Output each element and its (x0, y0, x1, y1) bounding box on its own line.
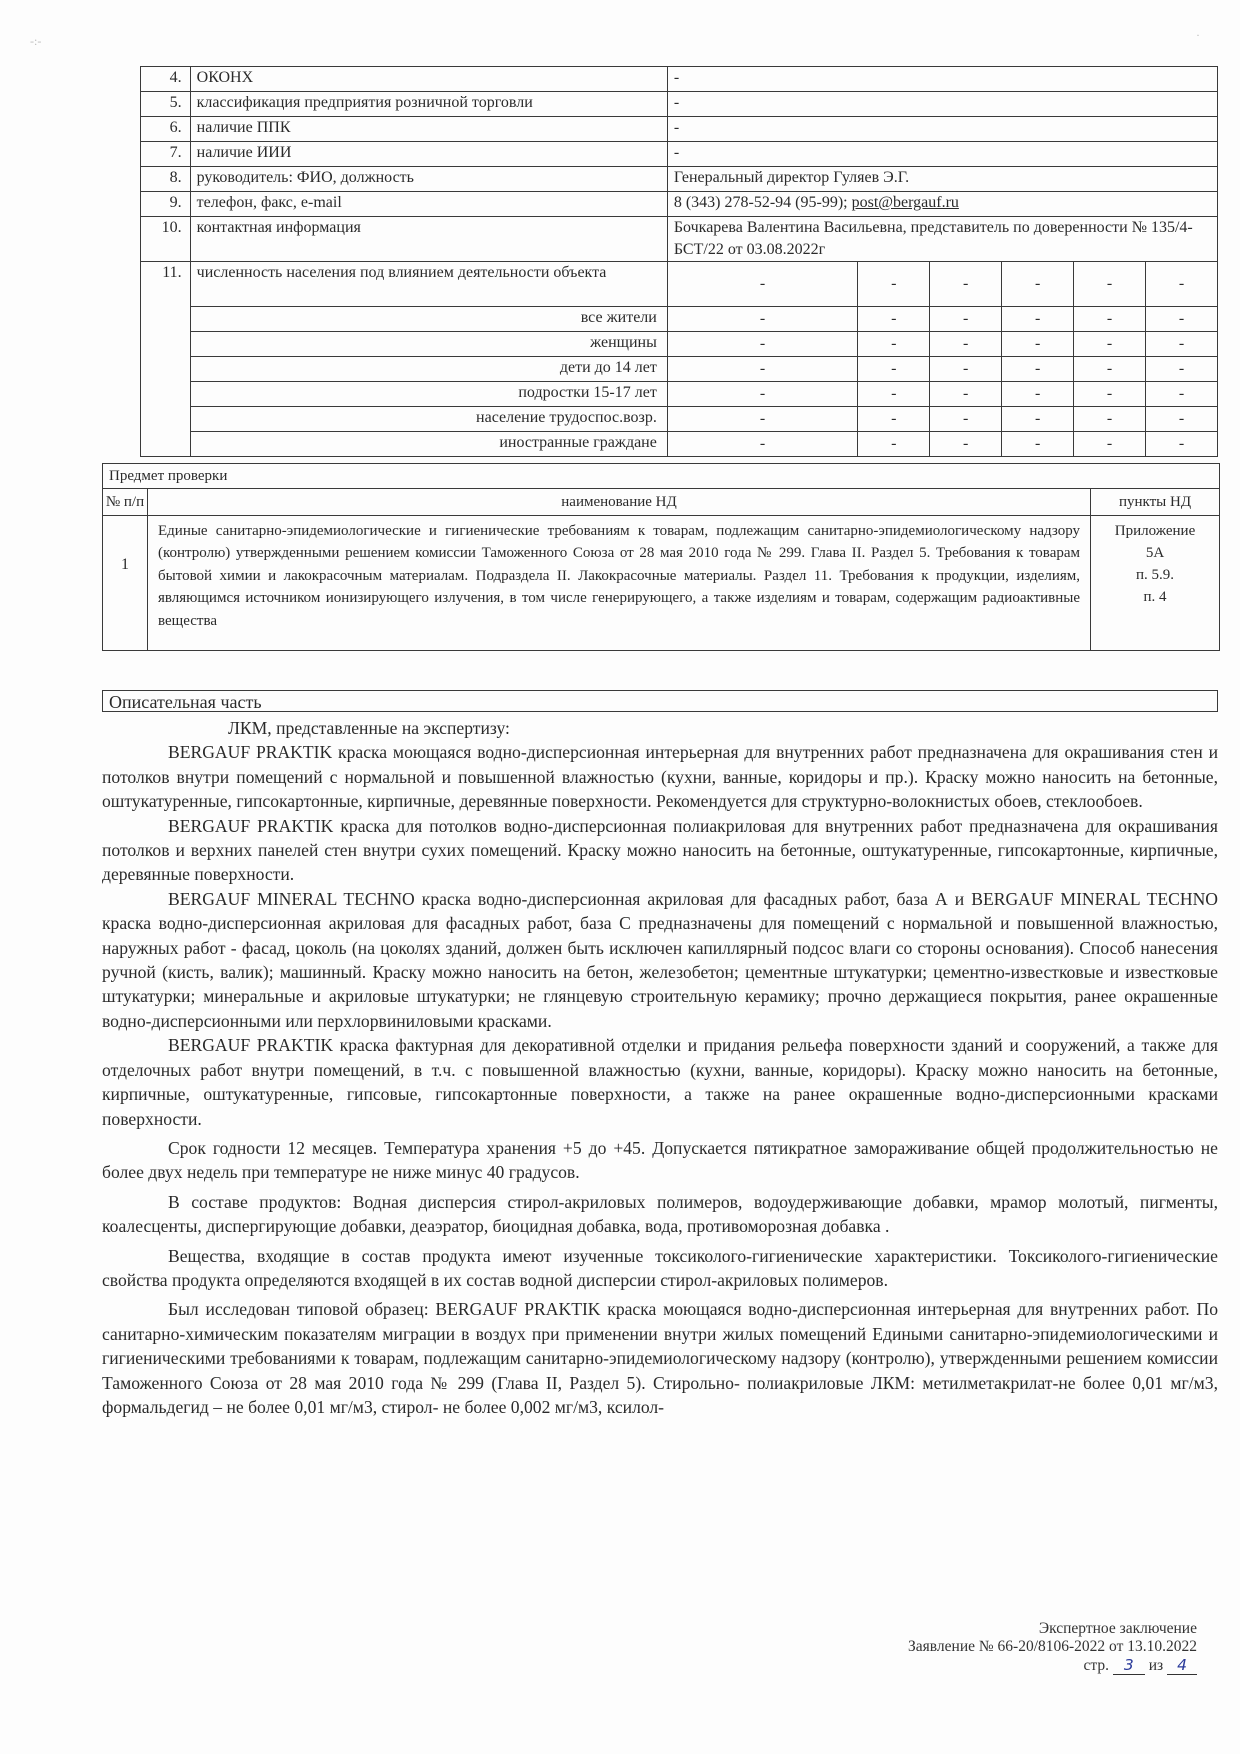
page-prefix: стр. (1083, 1657, 1109, 1674)
cell-value: - (1002, 262, 1074, 307)
cell-value: - (667, 382, 857, 407)
column-header-points: пункты НД (1091, 489, 1220, 516)
cell-value: - (667, 262, 857, 307)
column-header-name: наименование НД (148, 489, 1091, 516)
normative-doc-name: Единые санитарно-эпидемиологические и гигиенические требованиям к товарам, подлежащим санитарно-эпидемиологическому надзору (контролю) утвержденными решением комиссии Таможенного Союза от 28 мая 2010 года № 299. Глава II. Раздел 5. Требования к товарам бытовой химии и лакокрасочным материалам. Подраздела II. Лакокрасочные материалы. Раздел 11. Требования к продукции, изделиям, являющимся источником ионизирующего излучения, в том числе генерирующего, а также изделиям и товарам, содержащим радиоактивные вещества (148, 516, 1091, 651)
cell-value: - (1002, 382, 1074, 407)
row-value: - (667, 117, 1217, 142)
table-row (141, 262, 1218, 307)
row-label: ОКОНХ (190, 67, 667, 92)
row-value: - (667, 142, 1217, 167)
normative-docs-table (103, 489, 1219, 650)
contact-person-value: Бочкарева Валентина Васильевна, представитель по доверенности № 135/4-БСТ/22 от 03.08.2022г (667, 217, 1217, 262)
points-line: п. 5.9. (1135, 567, 1175, 583)
cell-value: - (930, 357, 1002, 382)
contacts-value (667, 192, 1217, 217)
normative-doc-points (1091, 516, 1220, 651)
row-number: 5. (141, 92, 191, 117)
paragraph-lead: ЛКМ, представленные на экспертизу: (228, 718, 510, 738)
page-footer (908, 1620, 1197, 1675)
row-label: женщины (190, 332, 667, 357)
cell-value: - (858, 407, 930, 432)
row-number: 11. (141, 262, 191, 457)
cell-value: - (1146, 382, 1218, 407)
row-label: численность населения под влиянием деятельности объекта (190, 262, 667, 307)
points-line: Приложение (1114, 523, 1196, 539)
inspection-subject-section (102, 463, 1220, 651)
row-label: иностранные граждане (190, 432, 667, 457)
cell-value: - (1002, 332, 1074, 357)
table-row (103, 516, 1219, 651)
cell-value: - (1074, 382, 1146, 407)
row-number: 10. (141, 217, 191, 262)
paragraph: BERGAUF MINERAL TECHNO краска водно-дисперсионная акриловая для фасадных работ, база А и BERGAUF MINERAL TECHNO краска водно-дисперсионная акриловая для фасадных работ, база С предназначены для помещений с нормальной и повышенной влажностью, наружных работ - фасад, цоколь (на цоколях зданий, должен быть исключен капиллярный подсос влаги со стороны основания). Способ нанесения ручной (кисть, валик); машинный. Краску можно наносить на бетон, железобетон; цементные штукатурки; цементно-известковые и известковые штукатурки; минеральные и акриловые штукатурки; не глянцевую строительную керамику; прочно держащиеся покрытия, ранее окрашенные водно-дисперсионными или перхлорвиниловыми красками. (102, 888, 1218, 1031)
cell-value: - (1146, 262, 1218, 307)
phone-text: 8 (343) 278-52-94 (95-99); (673, 194, 852, 211)
row-label: дети до 14 лет (190, 357, 667, 382)
paragraph: Вещества, входящие в состав продукта имеют изученные токсиколого-гигиенические характеристики. Токсиколого-гигиенические свойства продукта определяются входящей в их состав водной дисперсии стирол-акриловых полимеров. (102, 1245, 1218, 1290)
points-line: п. 4 (1143, 589, 1167, 605)
cell-value: - (1074, 332, 1146, 357)
table-row (141, 167, 1218, 192)
cell-value: - (1002, 307, 1074, 332)
cell-value: - (1146, 407, 1218, 432)
footer-application-ref: Заявление № 66-20/8106-2022 от 13.10.2022 (908, 1638, 1197, 1655)
table-row (141, 407, 1218, 432)
row-label: население трудоспос.возр. (190, 407, 667, 432)
table-row (141, 142, 1218, 167)
table-row (141, 357, 1218, 382)
director-value: Генеральный директор Гуляев Э.Г. (667, 167, 1217, 192)
cell-value: - (1002, 432, 1074, 457)
table-header-row (103, 489, 1219, 516)
paragraph: Срок годности 12 месяцев. Температура хранения +5 до +45. Допускается пятикратное замораживание общей продолжительностью не более двух недель при температуре не ниже минус 40 градусов. (102, 1137, 1218, 1183)
table-row (141, 92, 1218, 117)
column-header-number: № п/п (103, 489, 148, 516)
cell-value: - (1074, 432, 1146, 457)
paragraph: Был исследован типовой образец: BERGAUF PRAKTIK краска моющаяся водно-дисперсионная интерьерная для внутренних работ. По санитарно-химическим показателям миграции в воздух при применении внутри жилых помещений Едиными санитарно-эпидемиологическими и гигиеническими требованиями к товарам, подлежащим санитарно-эпидемиологическому надзору (контролю), утвержденными решением комиссии Таможенного Союза от 28 мая 2010 года № 299 (Глава II, Раздел 5). Стирольно- полиакриловые ЛКМ: метилметакрилат-не более 0,01 мг/м3, формальдегид – не более 0,01 мг/м3, стирол- не более 0,002 мг/м3, ксилол- (102, 1299, 1218, 1417)
section-title: Предмет проверки (103, 464, 1219, 489)
page-current: 3 (1113, 1656, 1145, 1675)
cell-value: - (930, 432, 1002, 457)
table-row (141, 432, 1218, 457)
table-row (141, 117, 1218, 142)
cell-value: - (930, 262, 1002, 307)
cell-value: - (1074, 262, 1146, 307)
cell-value: - (1074, 307, 1146, 332)
description-body (102, 716, 1218, 1419)
cell-value: - (930, 307, 1002, 332)
cell-value: - (858, 332, 930, 357)
cell-value: - (858, 357, 930, 382)
page-total: 4 (1167, 1656, 1197, 1675)
row-label: руководитель: ФИО, должность (190, 167, 667, 192)
page-number (908, 1656, 1197, 1675)
row-number: 9. (141, 192, 191, 217)
cell-value: - (1146, 332, 1218, 357)
row-label: наличие ППК (190, 117, 667, 142)
paragraph: BERGAUF PRAKTIK краска для потолков водно-дисперсионная полиакриловая для внутренних работ предназначена для окрашивания потолков и верхних панелей стен внутри сухих помещений. Краску можно наносить на бетонные, оштукатуренные, гипсокартонные, кирпичные, деревянные поверхности. (102, 815, 1218, 885)
cell-value: - (667, 432, 857, 457)
table-row (141, 192, 1218, 217)
row-number: 4. (141, 67, 191, 92)
row-number: 6. (141, 117, 191, 142)
table-row (141, 217, 1218, 262)
cell-value: - (1002, 357, 1074, 382)
cell-value: - (858, 262, 930, 307)
scan-mark: · (1196, 28, 1200, 42)
cell-value: - (858, 432, 930, 457)
table-row (141, 382, 1218, 407)
paragraph: BERGAUF PRAKTIK краска моющаяся водно-дисперсионная интерьерная для внутренних работ предназначена для окрашивания стен и потолков внутри помещений с нормальной и повышенной влажностью (кухни, ванные, коридоры и пр.). Краску можно наносить на бетонные, оштукатуренные, гипсокартонные, кирпичные, деревянные поверхности. Рекомендуется для структурно-волокнистых обоев, стеклообоев. (102, 742, 1218, 812)
cell-value: - (858, 382, 930, 407)
table-row (141, 67, 1218, 92)
row-label: все жители (190, 307, 667, 332)
cell-value: - (667, 307, 857, 332)
row-number: 1 (103, 516, 148, 651)
cell-value: - (1146, 307, 1218, 332)
page-of: из (1148, 1657, 1164, 1674)
row-value: - (667, 92, 1217, 117)
footer-doc-title: Экспертное заключение (1038, 1620, 1197, 1637)
paragraph: В составе продуктов: Водная дисперсия стирол-акриловых полимеров, водоудерживающие добавки, мрамор молотый, пигменты, коалесценты, диспергирующие добавки, деаэратор, биоцидная добавка, вода, противоморозная добавка . (102, 1191, 1218, 1237)
cell-value: - (1074, 357, 1146, 382)
cell-value: - (667, 332, 857, 357)
row-label: классификация предприятия розничной торговли (190, 92, 667, 117)
cell-value: - (1146, 357, 1218, 382)
table-row (141, 307, 1218, 332)
row-label: подростки 15-17 лет (190, 382, 667, 407)
row-value: - (667, 67, 1217, 92)
row-label: наличие ИИИ (190, 142, 667, 167)
row-label: контактная информация (190, 217, 667, 262)
row-label: телефон, факс, e-mail (190, 192, 667, 217)
email-link[interactable]: post@bergauf.ru (851, 194, 959, 211)
cell-value: - (1146, 432, 1218, 457)
cell-value: - (667, 407, 857, 432)
cell-value: - (1002, 407, 1074, 432)
cell-value: - (667, 357, 857, 382)
enterprise-info-table (140, 66, 1218, 457)
points-line: 5А (1145, 545, 1165, 561)
paragraph: BERGAUF PRAKTIK краска фактурная для декоративной отделки и придания рельефа поверхности зданий и сооружений, а также для отделочных работ внутри помещений, в т.ч. с повышенной влажностью (кухни, ванные, коридоры). Краску можно наносить на бетонные, кирпичные, оштукатуренные, гипсовые, гипсокартонные поверхности, а также на ранее окрашенные водно-дисперсионными красками поверхности. (102, 1035, 1218, 1129)
row-number: 7. (141, 142, 191, 167)
cell-value: - (1074, 407, 1146, 432)
scan-mark: -:- (30, 34, 42, 48)
cell-value: - (858, 307, 930, 332)
table-row (141, 332, 1218, 357)
cell-value: - (930, 382, 1002, 407)
description-section-title: Описательная часть (102, 690, 1218, 712)
cell-value: - (930, 407, 1002, 432)
row-number: 8. (141, 167, 191, 192)
cell-value: - (930, 332, 1002, 357)
